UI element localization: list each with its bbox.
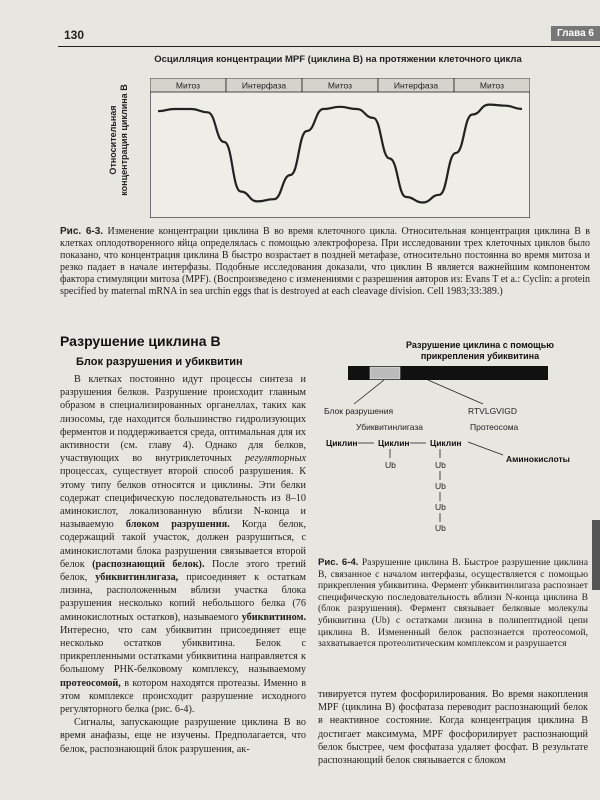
emphasis: регуляторных	[244, 453, 306, 465]
pointer-line	[354, 380, 384, 404]
cyclin-1: Циклин	[326, 438, 358, 448]
cyclin-chart	[150, 78, 530, 218]
paragraph: тивируется путем фосфорилирования. Во время накопления MPF (циклина В) фосфатаза переводит распознающий белок в неактивное состояние. Когда концентрация циклина В достигает максимума, MPF фосфорилирует распознающий белок быстрее, чем фосфатаза удаляет фосфат. В результате распознающий белок связывается с блоком	[318, 689, 588, 767]
text-run: Когда белок, содержащий такой участок, должен разрушиться, с аминокислотами блока разрушения связывается второй белок	[60, 519, 306, 570]
text-run: процессах, существует второй способ разрушения. К этому типу белков относятся и циклины. Эти белки содержат специфическую последовательность из 8–10 аминокислот, локализованную вблизи N-конца и называемую	[60, 466, 306, 531]
ub-3: Ub	[435, 481, 446, 491]
subsection-title: Блок разрушения и убиквитин	[76, 356, 243, 368]
y-axis-label-line2: концентрация циклина B	[119, 84, 129, 196]
term: блоком разрушения.	[125, 519, 230, 531]
chapter-tab: Глава 6	[551, 26, 600, 41]
paragraph	[60, 373, 306, 716]
diagram-title: Разрушение циклина с помощью прикрепления убиквитина	[406, 340, 554, 361]
figure2-caption-label: Рис. 6-4.	[318, 557, 359, 568]
term: убиквитинлигаза,	[95, 572, 179, 584]
label-sequence: RTVLGVIGD	[468, 406, 517, 416]
label-aminoacids: Аминокислоты	[506, 454, 570, 464]
figure2-caption	[318, 557, 588, 650]
figure-caption-text: Изменение концентрации циклина В во время клеточного цикла. Относительная концентрация циклина В в клетках оплодотворенного яйца определялась с помощью электрофореза. При исследовании трех клеточных циклов было показано, что концентрация циклина В быстро возрастает в поздней метафазе, относительно постоянна во время митоза и резко падает в начале интерфазы. Подобные исследования доказали, что циклин В является важнейшим компонентом фактора стимуляции митоза (MPF). (Воспроизведено с изменениями с разрешения авторов из: Evans T et a.: Cyclin: a protein specified by maternal mRNA in sea urchin eggs that is destroyed at each cleavage division. Cell 1983;33:389.)	[60, 226, 591, 297]
chart-frame	[150, 78, 530, 218]
ub-1: Ub	[385, 460, 396, 470]
phase-label: Интерфаза	[241, 80, 287, 91]
paragraph: Сигналы, запускающие разрушение циклина В во время анафазы, еще не изучены. Предполагается, что белок, распознающий блок разрушения, ак-	[60, 717, 306, 755]
section-title: Разрушение циклина B	[60, 333, 221, 349]
label-proteasome: Протеосома	[470, 422, 519, 432]
y-axis-label	[108, 80, 148, 200]
figure2-caption-text: Разрушение циклина В. Быстрое разрушение циклина В, связанное с началом интерфазы, осуществляется с помощью прикрепления убиквитина. Фермент убиквитинлигаза распознает специфическую последовательность вблизи N-конца циклина В (блок разрушения). Фермент связывает белковые молекулы убиквитина (Ub) с остатками лизина в полипептидной цепи циклина В. Измененный белок распознается протеосомой, захватывается протеолитическим комплексом и разрушается	[318, 557, 588, 650]
text-run: В клетках постоянно идут процессы синтеза и разрушения белков. Разрушение происходит главным образом в специализированных органеллах, таких как лизосомы, где находится большинство гидролизующих ферментов и поддерживается среда, оптимальная для их активности (см. главу 4). Однако для белков, участвующих во внутриклеточных	[60, 374, 306, 465]
figure-caption	[60, 226, 590, 298]
phase-label: Митоз	[327, 80, 353, 91]
phase-label: Интерфаза	[393, 80, 439, 91]
text-run: присоединяет к остаткам лизина, расположенным вблизи участка блока разрушения несколько копий небольшого белка (76 аминокислотных остатков), называемого	[60, 572, 306, 623]
body-column-right	[318, 688, 588, 767]
term: протеосомой,	[60, 677, 121, 689]
ub-5: Ub	[435, 523, 446, 533]
destruction-box	[370, 367, 400, 379]
pointer-line	[428, 380, 483, 404]
phase-label: Митоз	[479, 80, 505, 91]
figure-caption-label: Рис. 6-3.	[60, 226, 104, 237]
term: (распознающий белок).	[92, 558, 205, 570]
body-column-left	[60, 373, 306, 756]
label-destruction-box: Блок разрушения	[324, 406, 394, 416]
text-run: в котором находятся протеазы. Именно в этом комплексе происходит разрушение исходного регуляторного белка (рис. 6-4).	[60, 677, 306, 716]
page-edge-marker	[592, 520, 600, 590]
figure-title: Осцилляция концентрации MPF (циклина B) на протяжении клеточного цикла	[154, 54, 522, 65]
term: убиквитином.	[241, 611, 306, 623]
arrow	[468, 442, 503, 455]
ub-4: Ub	[435, 502, 446, 512]
ubiquitin-diagram	[318, 360, 588, 550]
ub-2: Ub	[435, 460, 446, 470]
y-axis-label-line1: Относительная	[108, 105, 118, 175]
text-run: Интересно, что сам убиквитин присоединяет еще несколько остатков убиквитина. Белок с прикрепленными остатками убиквитина направляется к большому РНК-белковому комплексу, называемому	[60, 624, 306, 676]
text-run: После этого третий белок,	[60, 558, 306, 584]
page-number: 130	[64, 28, 85, 42]
page-header	[58, 22, 600, 47]
phase-label: Митоз	[175, 80, 201, 91]
cyclin-2: Циклин	[378, 438, 410, 448]
label-ligase: Убиквитинлигаза	[356, 422, 424, 432]
phase-band	[150, 78, 530, 92]
cyclin-3: Циклин	[430, 438, 462, 448]
